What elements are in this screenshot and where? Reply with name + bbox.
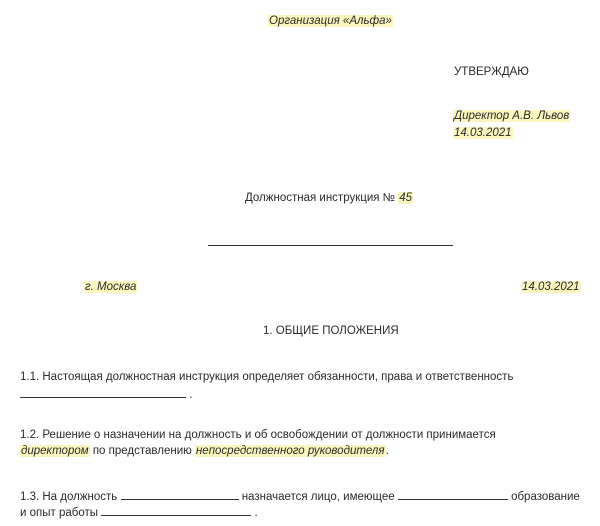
approval-date: 14.03.2021 <box>454 127 512 139</box>
blank-field <box>398 489 508 500</box>
paragraph-1-3-line2: и опыт работы . <box>20 507 258 519</box>
manager-term: непосредственного руководителя <box>195 445 385 457</box>
organization-name: Организация «Альфа» <box>269 15 392 27</box>
place: г. Москва <box>85 281 137 293</box>
approval-signer: Директор А.В. Львов <box>454 110 570 122</box>
document-date: 14.03.2021 <box>522 281 580 293</box>
approval-label: УТВЕРЖДАЮ <box>454 66 529 78</box>
blank-field <box>20 387 186 398</box>
title-text: Должностная инструкция № <box>245 192 396 204</box>
title-underline <box>208 245 453 246</box>
document-title <box>245 192 413 204</box>
paragraph-1-3: 1.3. На должность назначается лицо, имеющее образование <box>20 491 580 503</box>
paragraph-1-1-blank: . <box>20 387 192 401</box>
blank-field <box>121 489 239 500</box>
director-term: директором <box>21 445 89 457</box>
paragraph-1-2: 1.2. Решение о назначении на должность и об освобождении от должности принимается <box>20 429 496 441</box>
blank-field <box>101 505 251 516</box>
paragraph-1-1: 1.1. Настоящая должностная инструкция определяет обязанности, права и ответственность <box>20 371 514 383</box>
section-heading: 1. ОБЩИЕ ПОЛОЖЕНИЯ <box>263 325 399 337</box>
paragraph-1-2-line2: директором по представлению непосредственного руководителя. <box>21 445 389 457</box>
title-number: 45 <box>399 192 413 204</box>
